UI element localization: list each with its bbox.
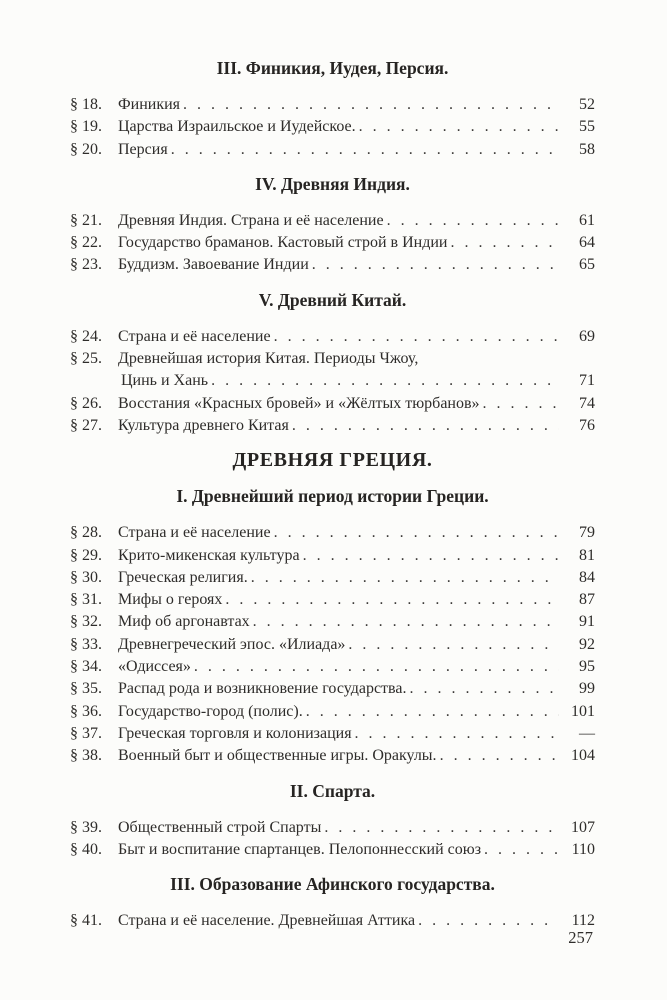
entry-number: § 26. <box>70 394 102 412</box>
entry-title: Государство браманов. Кастовый строй в Индии <box>118 234 448 252</box>
dot-leader <box>303 545 559 567</box>
toc-entry <box>70 701 595 723</box>
entry-page: — <box>579 724 595 742</box>
entry-page: 101 <box>571 702 595 720</box>
entry-number: § 24. <box>70 327 102 345</box>
toc-entry <box>70 545 595 567</box>
entry-page: 92 <box>579 635 595 653</box>
dot-leader <box>348 634 559 656</box>
entry-title: Распад рода и возникновение государства. <box>118 680 407 698</box>
toc-section <box>70 486 595 767</box>
section-heading: III. Образование Афинского государства. <box>170 874 495 895</box>
entry-title: Древняя Индия. Страна и её население <box>118 211 384 229</box>
toc-entry <box>70 910 595 932</box>
toc-entry <box>70 393 595 415</box>
section-heading: III. Финикия, Иудея, Персия. <box>216 58 449 78</box>
dot-leader <box>225 589 559 611</box>
entry-page: 99 <box>579 680 595 698</box>
toc-entry <box>70 723 595 745</box>
dot-leader <box>194 656 559 678</box>
entry-list <box>70 94 595 161</box>
section-heading: I. Древнейший период истории Греции. <box>176 486 489 507</box>
entry-title: Культура древнего Китая <box>118 416 289 434</box>
entry-number: § 35. <box>70 680 102 698</box>
section-heading: V. Древний Китай. <box>258 289 407 310</box>
entry-page: 71 <box>579 372 595 390</box>
entry-page: 84 <box>579 568 595 586</box>
entry-title: Цинь и Хань <box>121 372 209 390</box>
toc-section <box>70 58 595 161</box>
dot-leader <box>410 678 560 700</box>
entry-page: 61 <box>579 211 595 229</box>
entry-title: Крито-микенская культура <box>118 546 300 564</box>
entry-title: Древнегреческий эпос. «Илиада» <box>118 635 346 653</box>
entry-number: § 18. <box>70 96 102 113</box>
entry-title: Финикия <box>118 96 181 113</box>
entry-title: Военный быт и общественные игры. Оракулы. <box>118 747 437 765</box>
entry-number: § 21. <box>70 211 102 229</box>
entry-page: 65 <box>579 256 595 274</box>
toc-section <box>70 174 595 277</box>
entry-title: Общественный строй Спарты <box>118 818 322 836</box>
entry-page: 69 <box>579 327 595 345</box>
entry-page: 79 <box>579 524 595 542</box>
toc-entry <box>70 817 595 839</box>
entry-number: § 31. <box>70 591 102 609</box>
dot-leader <box>359 116 559 138</box>
toc-entry <box>70 326 595 348</box>
toc-entry <box>70 370 595 392</box>
entry-title: Древнейшая история Китая. Периоды Чжоу, <box>118 350 419 368</box>
entry-page: 52 <box>579 96 595 113</box>
entry-number: § 33. <box>70 635 102 653</box>
entry-number: § 29. <box>70 546 102 564</box>
entry-number: § 38. <box>70 747 102 765</box>
toc-entry <box>70 656 595 678</box>
entry-title: Миф об аргонавтах <box>118 613 250 631</box>
dot-leader <box>324 817 559 839</box>
entry-page: 107 <box>571 818 595 836</box>
toc-section <box>70 290 595 437</box>
toc-entry <box>70 415 595 437</box>
entry-title: Быт и воспитание спартанцев. Пелопоннесский союз <box>118 840 482 858</box>
entry-title: Мифы о героях <box>118 591 223 609</box>
dot-leader <box>211 370 559 392</box>
entry-title: Страна и её население <box>118 327 271 345</box>
entry-number: § 39. <box>70 818 102 836</box>
toc-section <box>70 448 595 473</box>
toc-section <box>70 874 595 932</box>
entry-page: 64 <box>579 234 595 252</box>
section-heading: ДРЕВНЯЯ ГРЕЦИЯ. <box>232 449 433 472</box>
entry-page: 87 <box>579 591 595 609</box>
entry-page: 81 <box>579 546 595 564</box>
dot-leader <box>253 611 559 633</box>
toc-entry <box>70 567 595 589</box>
toc-entry <box>70 232 595 254</box>
entry-page: 112 <box>571 912 595 930</box>
entry-page: 95 <box>579 658 595 676</box>
entry-title: «Одиссея» <box>118 658 191 676</box>
toc-entry <box>70 678 595 700</box>
dot-leader <box>274 326 559 348</box>
dot-leader <box>251 567 559 589</box>
entry-title: Греческая торговля и колонизация <box>118 724 352 742</box>
dot-leader <box>355 723 559 745</box>
toc-entry <box>70 839 595 861</box>
dot-leader <box>483 393 559 415</box>
dot-leader <box>171 139 559 161</box>
toc-entry <box>70 94 595 116</box>
entry-list <box>70 326 595 437</box>
toc-entry <box>70 210 595 232</box>
entry-title: Царства Израильское и Иудейское. <box>118 118 356 136</box>
entry-number: § 20. <box>70 140 102 158</box>
entry-number: § 22. <box>70 234 102 252</box>
entry-number: § 41. <box>70 912 102 930</box>
entry-title: Восстания «Красных бровей» и «Жёлтых тюрбанов» <box>118 394 480 412</box>
entry-number: § 30. <box>70 568 102 586</box>
section-heading: IV. Древняя Индия. <box>255 173 410 194</box>
dot-leader <box>183 94 559 116</box>
dot-leader <box>484 839 559 861</box>
toc-entry <box>70 348 595 370</box>
dot-leader <box>292 415 559 437</box>
entry-title: Страна и её население. Древнейшая Аттика <box>118 912 416 930</box>
dot-leader <box>387 210 559 232</box>
toc-entry <box>70 611 595 633</box>
toc-entry <box>70 522 595 544</box>
entry-number: § 19. <box>70 118 102 136</box>
toc-entry <box>70 254 595 276</box>
entry-list <box>70 522 595 767</box>
dot-leader <box>312 254 559 276</box>
toc-entry <box>70 116 595 138</box>
page-number: 257 <box>568 928 593 947</box>
entry-title: Страна и её население <box>118 524 271 542</box>
entry-number: § 27. <box>70 416 102 434</box>
entry-number: § 34. <box>70 658 102 676</box>
entry-page: 91 <box>579 613 595 631</box>
entry-title: Персия <box>118 140 168 158</box>
entry-title: Греческая религия. <box>118 568 248 586</box>
entry-page: 55 <box>579 118 595 136</box>
toc-entry <box>70 745 595 767</box>
entry-page: 58 <box>579 140 595 158</box>
entry-page: 76 <box>579 416 595 434</box>
entry-number: § 25. <box>70 350 102 368</box>
entry-page: 110 <box>571 840 595 858</box>
entry-number: § 36. <box>70 702 102 720</box>
entry-number: § 28. <box>70 524 102 542</box>
entry-number: § 23. <box>70 256 102 274</box>
entry-title: Государство-город (полис). <box>118 702 303 720</box>
entry-list <box>70 817 595 862</box>
entry-page: 74 <box>579 394 595 412</box>
toc-section <box>70 781 595 862</box>
dot-leader <box>418 910 559 932</box>
entry-list <box>70 210 595 277</box>
dot-leader <box>440 745 559 767</box>
dot-leader <box>306 701 559 723</box>
dot-leader <box>274 522 559 544</box>
entry-number: § 40. <box>70 840 102 858</box>
toc-entry <box>70 589 595 611</box>
toc-entry <box>70 139 595 161</box>
entry-number: § 37. <box>70 724 102 742</box>
entry-title: Буддизм. Завоевание Индии <box>118 256 309 274</box>
toc-entry <box>70 634 595 656</box>
dot-leader <box>450 232 559 254</box>
entry-number: § 32. <box>70 613 102 631</box>
section-heading: II. Спарта. <box>289 780 376 801</box>
entry-list <box>70 910 595 932</box>
entry-page: 104 <box>571 747 595 765</box>
